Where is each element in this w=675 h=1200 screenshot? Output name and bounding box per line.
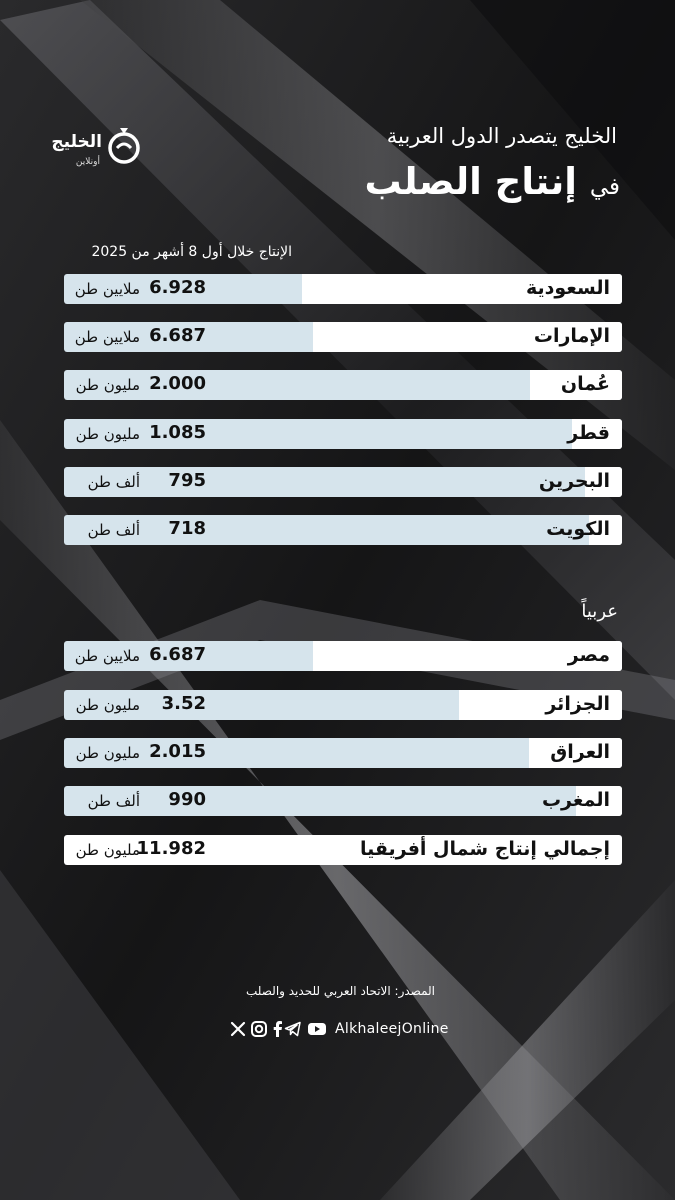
total-label: إجمالي إنتاج شمال أفريقيا <box>359 838 610 860</box>
unit-label: مليون طن <box>75 376 140 394</box>
unit-label: ألف طن <box>87 521 140 539</box>
unit-label: مليون طن <box>75 425 140 443</box>
title-line2 <box>365 160 621 203</box>
x-icon[interactable] <box>229 1020 247 1038</box>
value-label: 990 <box>168 789 206 810</box>
value-label: 6.928 <box>149 277 206 298</box>
value-label: 718 <box>168 518 206 539</box>
arab-heading: عربياً <box>581 601 618 622</box>
title-main: إنتاج الصلب <box>364 160 577 203</box>
country-label: العراق <box>550 741 610 763</box>
country-label: البحرين <box>538 470 610 492</box>
brand-sub: أونلاين <box>75 157 100 167</box>
country-label: عُمان <box>560 373 610 395</box>
subtitle: الإنتاج خلال أول 8 أشهر من 2025 <box>91 244 292 260</box>
bar-row <box>64 467 622 497</box>
value-label: 2.000 <box>149 373 206 394</box>
country-label: الكويت <box>546 518 610 540</box>
bar-row <box>64 786 622 816</box>
country-label: مصر <box>567 644 610 666</box>
bar-row <box>64 515 622 545</box>
unit-label: ألف طن <box>87 473 140 491</box>
unit-label: ملايين طن <box>74 647 140 665</box>
bar-row <box>64 641 622 671</box>
total-value: 11.982 <box>136 838 206 859</box>
unit-label: ألف طن <box>87 792 140 810</box>
value-label: 6.687 <box>149 325 206 346</box>
social-handle[interactable]: AlkhaleejOnline <box>335 1021 449 1037</box>
total-unit: مليون طن <box>75 841 140 859</box>
telegram-icon[interactable] <box>284 1020 302 1038</box>
instagram-icon[interactable] <box>250 1020 268 1038</box>
bar-row <box>64 370 622 400</box>
title-line1: الخليج يتصدر الدول العربية <box>386 124 617 148</box>
youtube-icon[interactable] <box>307 1020 327 1038</box>
title-prefix: في <box>589 174 620 200</box>
bar-row <box>64 274 622 304</box>
country-label: السعودية <box>525 277 610 299</box>
country-label: الجزائر <box>545 693 610 715</box>
value-label: 2.015 <box>149 741 206 762</box>
unit-label: مليون طن <box>75 744 140 762</box>
country-label: المغرب <box>541 789 610 811</box>
unit-label: ملايين طن <box>74 280 140 298</box>
country-label: الإمارات <box>533 325 610 347</box>
total-row <box>64 835 622 865</box>
bar-row <box>64 419 622 449</box>
unit-label: ملايين طن <box>74 328 140 346</box>
value-label: 3.52 <box>161 693 206 714</box>
bar-row <box>64 690 622 720</box>
bar-row <box>64 322 622 352</box>
value-label: 795 <box>168 470 206 491</box>
unit-label: مليون طن <box>75 696 140 714</box>
source-note: المصدر: الاتحاد العربي للحديد والصلب <box>246 984 435 998</box>
country-label: قطر <box>567 422 610 444</box>
logo-icon <box>104 127 144 167</box>
bar-row <box>64 738 622 768</box>
value-label: 6.687 <box>149 644 206 665</box>
brand-name: الخليج <box>51 132 102 152</box>
value-label: 1.085 <box>149 422 206 443</box>
